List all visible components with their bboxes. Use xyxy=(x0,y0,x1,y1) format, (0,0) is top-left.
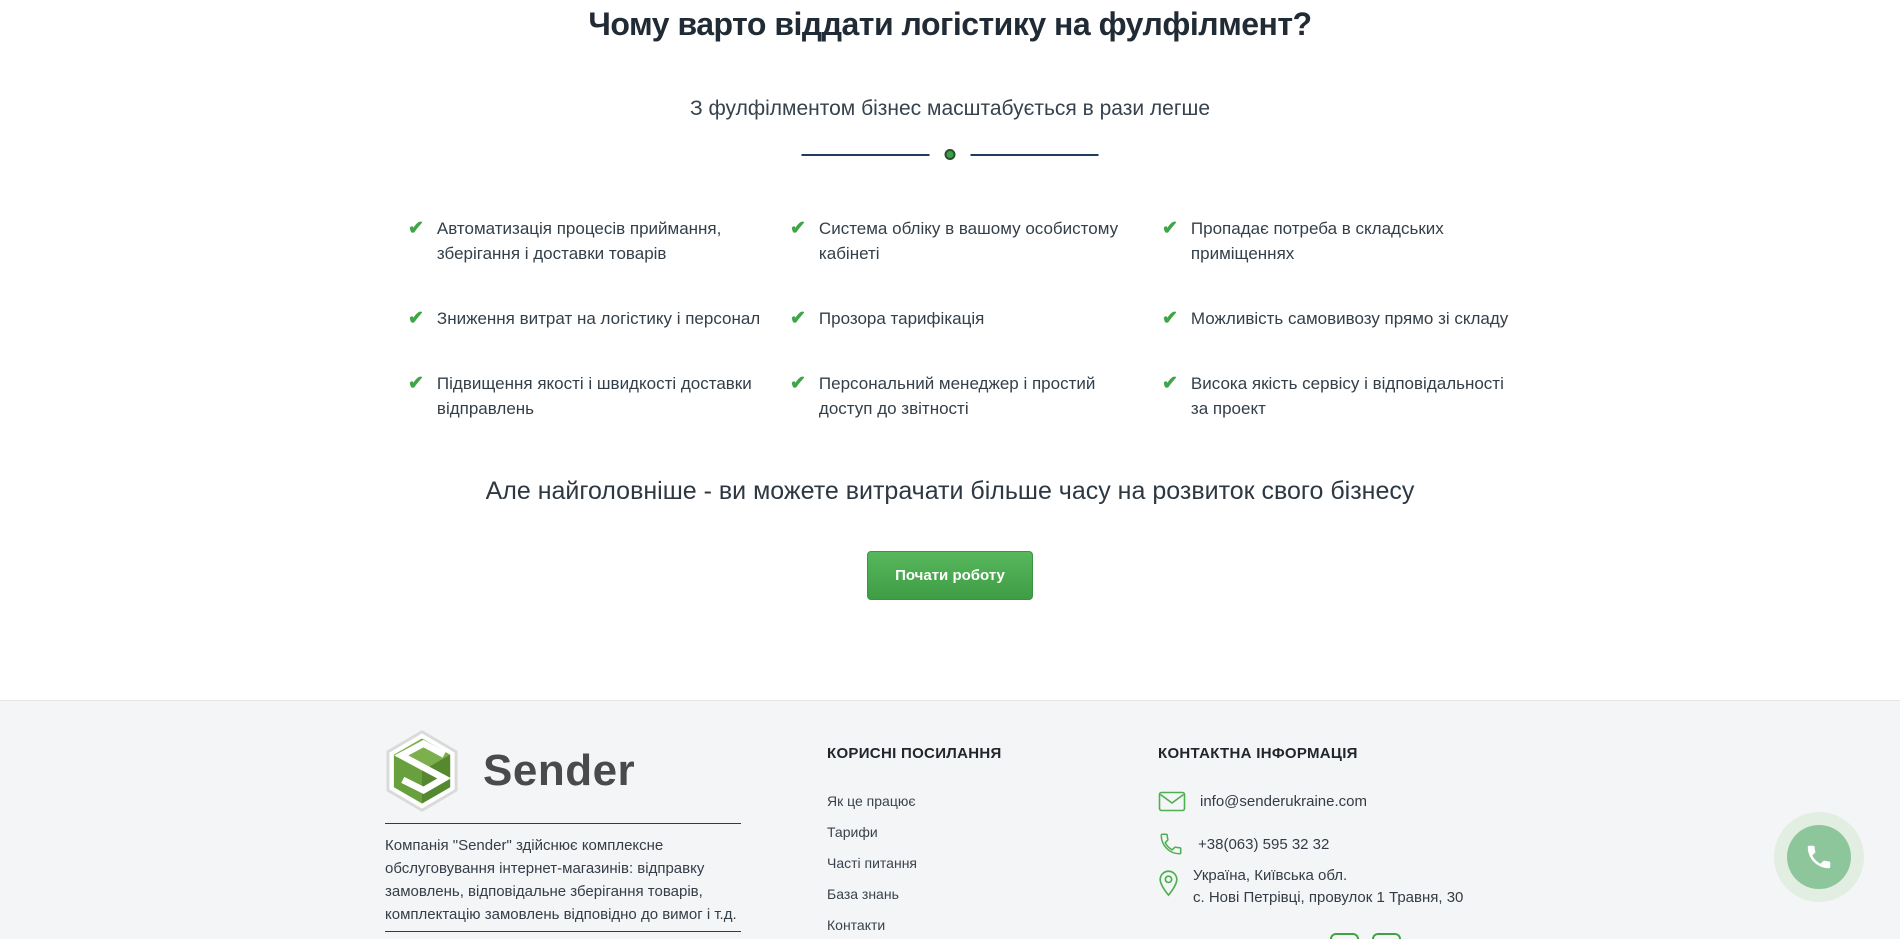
list-item xyxy=(827,886,917,904)
divider-line-right xyxy=(971,154,1099,156)
check-icon: ✔ xyxy=(1162,373,1178,394)
benefit-text: Система обліку в вашому особистому кабінеті xyxy=(818,219,1119,263)
list-item xyxy=(827,917,917,935)
call-fab-circle xyxy=(1787,825,1851,889)
benefit-item xyxy=(1162,306,1522,331)
check-icon: ✔ xyxy=(1162,218,1178,239)
page-title: Чому варто віддати логістику на фулфілмент? xyxy=(588,6,1312,42)
footer-divider xyxy=(385,931,741,932)
benefit-text: Підвищення якості і швидкості доставки відправлень xyxy=(436,374,752,418)
contact-address-text xyxy=(1193,865,1463,909)
benefit-item xyxy=(790,306,1162,331)
footer-about-text: Компанія "Sender" здійснює комплексне обслуговування інтернет-магазинів: відправку замовлень, відповідальне зберігання товарів, комплектацію замовлень відповідно до вимог і т.д. xyxy=(385,837,737,923)
section-divider xyxy=(802,149,1099,160)
page-subtitle: З фулфілментом бізнес масштабується в рази легше xyxy=(689,97,1211,120)
contact-phone-row xyxy=(1158,831,1329,857)
closing-statement: Але найголовніше - ви можете витрачати більше часу на розвиток свого бізнесу xyxy=(485,477,1415,505)
check-icon: ✔ xyxy=(408,373,424,394)
footer-logo[interactable] xyxy=(385,729,635,813)
benefit-item xyxy=(790,216,1162,266)
footer-links-list xyxy=(827,793,917,939)
social-icon[interactable] xyxy=(1372,933,1401,939)
check-icon: ✔ xyxy=(1162,308,1178,329)
phone-handset-icon xyxy=(1804,842,1834,872)
phone-icon xyxy=(1158,831,1184,857)
benefits-grid xyxy=(408,216,1522,421)
benefit-item xyxy=(1162,216,1522,266)
footer-divider xyxy=(385,823,741,824)
contact-phone-link[interactable]: +38(063) 595 32 32 xyxy=(1198,835,1330,853)
footer-link-how-it-works[interactable]: Як це працює xyxy=(827,793,916,809)
benefit-item xyxy=(408,306,790,331)
benefit-item xyxy=(408,216,790,266)
address-line-2: с. Нові Петрівці, провулок 1 Травня, 30 xyxy=(1193,889,1464,906)
location-pin-icon xyxy=(1158,870,1179,897)
call-fab-button[interactable] xyxy=(1774,812,1864,902)
footer-link-knowledge-base[interactable]: База знань xyxy=(827,886,899,902)
footer-social-icons xyxy=(1330,933,1401,939)
benefit-item xyxy=(1162,371,1522,421)
check-icon: ✔ xyxy=(790,373,806,394)
list-item xyxy=(827,793,917,811)
envelope-icon xyxy=(1158,791,1186,812)
sender-logo-icon xyxy=(385,729,459,813)
contact-email-link[interactable]: info@senderukraine.com xyxy=(1200,793,1367,810)
address-line-1: Україна, Київська обл. xyxy=(1193,867,1348,884)
divider-dot-icon xyxy=(945,149,956,160)
check-icon: ✔ xyxy=(408,308,424,329)
benefit-text: Пропадає потреба в складських приміщеннях xyxy=(1190,219,1444,263)
list-item xyxy=(827,855,917,873)
benefit-item xyxy=(408,371,790,421)
benefit-text: Зниження витрат на логістику і персонал xyxy=(436,309,761,328)
divider-line-left xyxy=(802,154,930,156)
footer-link-faq[interactable]: Часті питання xyxy=(827,855,918,871)
start-work-button[interactable]: Почати роботу xyxy=(867,551,1033,600)
footer-brand-name: Sender xyxy=(483,746,636,795)
benefit-text: Персональний менеджер і простий доступ до звітності xyxy=(818,374,1096,418)
check-icon: ✔ xyxy=(790,308,806,329)
check-icon: ✔ xyxy=(408,218,424,239)
list-item xyxy=(827,824,917,842)
benefit-item xyxy=(790,371,1162,421)
contact-email-row xyxy=(1158,791,1367,812)
benefit-text: Висока якість сервісу і відповідальності за проект xyxy=(1190,374,1504,418)
benefit-text: Автоматизація процесів приймання, зберігання і доставки товарів xyxy=(436,219,722,263)
benefit-text: Можливість самовивозу прямо зі складу xyxy=(1190,309,1509,328)
footer-link-tariffs[interactable]: Тарифи xyxy=(827,824,878,840)
footer xyxy=(0,700,1900,939)
contact-address-row xyxy=(1158,865,1463,909)
footer-links-title: КОРИСНІ ПОСИЛАННЯ xyxy=(827,745,1002,762)
footer-link-contacts[interactable]: Контакти xyxy=(827,917,886,933)
cta-container xyxy=(0,551,1900,600)
benefit-text: Прозора тарифікація xyxy=(818,309,985,328)
check-icon: ✔ xyxy=(790,218,806,239)
footer-contacts-title: КОНТАКТНА ІНФОРМАЦІЯ xyxy=(1158,745,1358,762)
social-icon[interactable] xyxy=(1330,933,1359,939)
